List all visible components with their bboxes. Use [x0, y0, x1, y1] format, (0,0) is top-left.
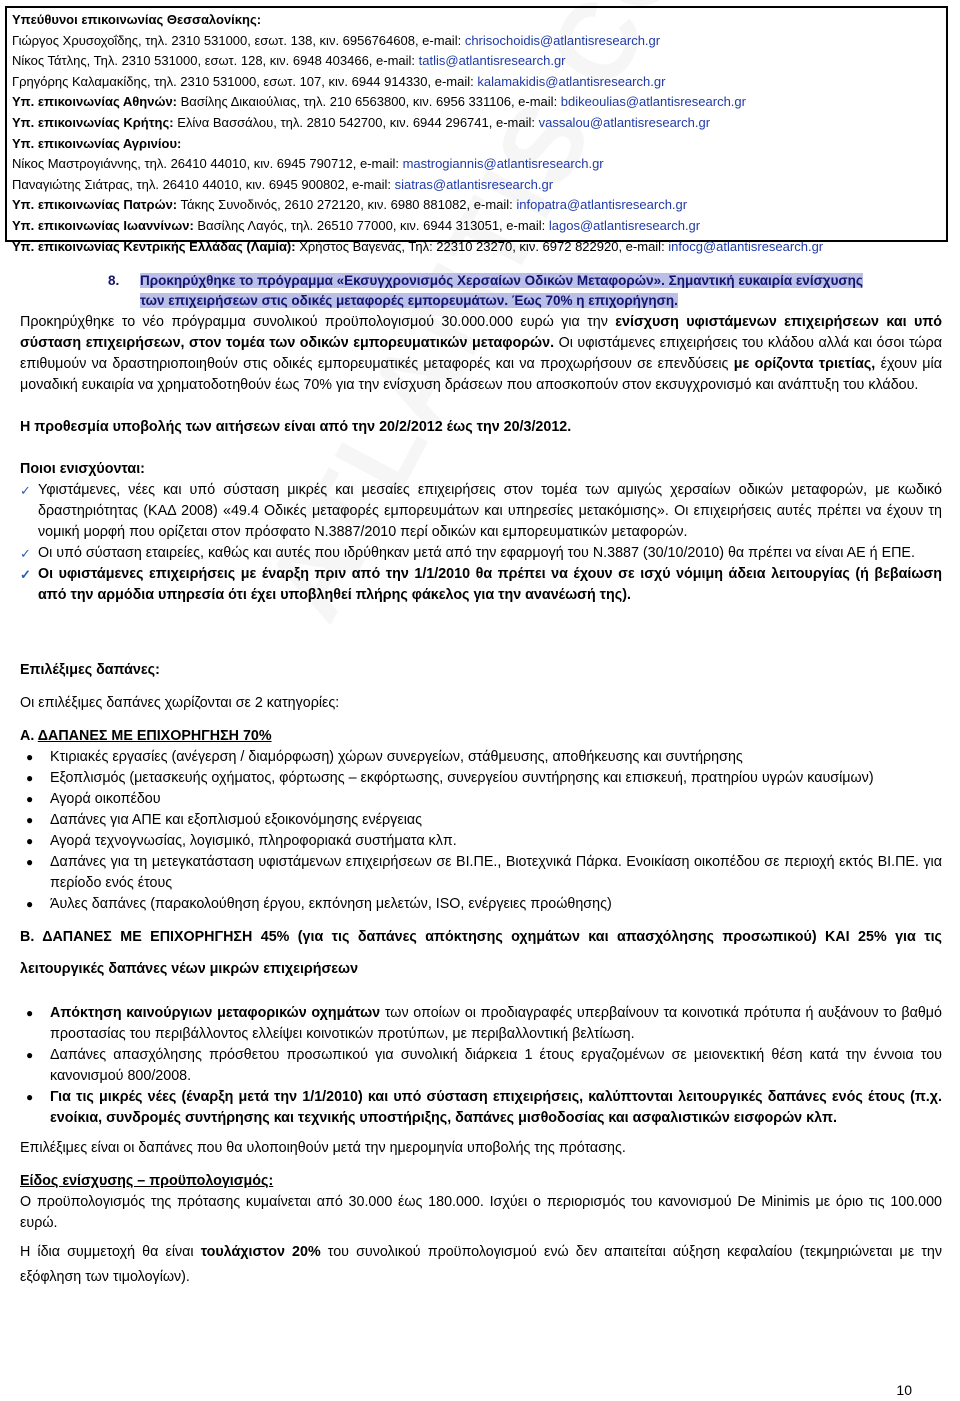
list-item: ✓ Οι υφιστάμενες επιχειρήσεις με έναρξη πριν από την 1/1/2010 θα πρέπει να έχουν σε ισχύ νόμιμη άδεια λειτουργίας (ή βεβαίωση από την αρμόδια υπηρεσία ότι έχει υποβληθεί πλήρης φάκελος για την ανανέωσή της).	[20, 566, 942, 603]
list-item: ● Κτιριακές εργασίες (ανέγερση / διαμόρφωση) χώρων συνεργείων, στάθμευσης, αποθήκευσης και συντήρησης	[20, 747, 942, 768]
list-item: ✓ Οι υπό σύσταση εταιρείες, καθώς και αυτές που ιδρύθηκαν μετά από την εφαρμογή του Ν.3887 (30/10/2010) θα πρέπει να είναι ΑΕ ή ΕΠΕ.	[20, 543, 942, 564]
bullet-icon: ●	[26, 855, 34, 869]
deadline-text: Η προθεσμία υποβολής των αιτήσεων είναι από την 20/2/2012 έως την 20/3/2012.	[20, 419, 572, 435]
agrinio-header: Υπ. επικοινωνίας Αγρινίου:	[12, 135, 182, 151]
contact-row: Παναγιώτης Σιάτρας, τηλ. 26410 44010, κιν. 6945 900802, e-mail: siatras@atlantisresearch.gr	[12, 176, 554, 192]
contact-row: Υπ. επικοινωνίας Κεντρικής Ελλάδας (Λαμία): Χρήστος Βαγενάς, Τηλ: 22310 23270, κιν. 6972 822920, e-mail: infocg@atlantisresearch.gr	[12, 238, 824, 254]
email-link[interactable]: kalamakidis@atlantisresearch.gr	[477, 73, 666, 89]
list-item: ● Δαπάνες για ΑΠΕ και εξοπλισμού εξοικονόμησης ενέργειας	[20, 810, 942, 831]
intro-paragraph: Προκηρύχθηκε το νέο πρόγραμμα συνολικού προϋπολογισμού 30.000.000 ευρώ για την ενίσχυση υφιστάμενων επιχειρήσεων και υπό σύσταση επιχειρήσεων, στον τομέα των οδικών εμπορευματικών μεταφορών. Οι υφιστάμενες επιχειρήσεις του κλάδου αλλά και όσοι τώρα επιθυμούν να δραστηριοποιηθούν στις οδικές εμπορευματικές μεταφορές και να προχωρήσουν σε επενδύσεις με ορίζοντα τριετίας, έχουν μία μοναδική ευκαιρία να χρηματοδοτηθούν έως 70% για την ενίσχυση δράσεων που αποσκοπούν στον εκσυγχρονισμό και ανάπτυξη του κλάδου.	[20, 314, 943, 393]
check-icon: ✓	[20, 546, 31, 561]
thessaloniki-header: Υπεύθυνοι επικοινωνίας Θεσσαλονίκης:	[12, 12, 262, 27]
check-icon: ✓	[20, 567, 31, 582]
bullet-icon: ●	[26, 1090, 34, 1104]
contact-row: Υπ. επικοινωνίας Πατρών: Τάκης Συνοδινός, 2610 272120, κιν. 6980 881082, e-mail: infopatra@atlantisresearch.gr	[12, 197, 688, 213]
email-link[interactable]: infocg@atlantisresearch.gr	[668, 238, 824, 254]
page-number: 10	[896, 1382, 912, 1398]
who-list	[20, 480, 942, 606]
contact-row: Υπ. επικοινωνίας Κρήτης: Ελίνα Βασσάλου, τηλ. 2810 542700, κιν. 6944 296741, e-mail: vassalou@atlantisresearch.gr	[12, 114, 711, 130]
participation-paragraph: Η ίδια συμμετοχή θα είναι τουλάχιστον 20% του συνολικού προϋπολογισμού ενώ δεν απαιτείται αύξηση κεφαλαίου (τεκμηριώνεται με την εξόφληση των τιμολογίων).	[20, 1244, 943, 1285]
budget-heading: Είδος ενίσχυσης – προϋπολογισμός:	[20, 1173, 274, 1189]
contact-row: Γιώργος Χρυσοχοΐδης, τηλ. 2310 531000, εσωτ. 138, κιν. 6956764608, e-mail: chrisochoidis@atlantisresearch.gr	[12, 32, 661, 48]
bullet-icon: ●	[26, 1048, 34, 1062]
list-item: ✓ Υφιστάμενες, νέες και υπό σύσταση μικρές και μεσαίες επιχειρήσεις στον τομέα των αμιγώς χερσαίων οδικών μεταφορών, με κωδικό δραστηριότητας (ΚΑΔ 2008) «49.4 Οδικές μεταφορές εμπορευμάτων και υπηρεσίες μετακόμισης». Οι επιχειρήσεις αυτές πρέπει να έχουν τη νομική μορφή που ορίζεται στον πρόσφατο Ν.3887/2010 περί οδικών και εμπορευματικών μεταφορών.	[20, 482, 942, 540]
email-link[interactable]: vassalou@atlantisresearch.gr	[538, 114, 711, 130]
section-heading	[108, 271, 942, 311]
article-body	[20, 312, 942, 1290]
expenses-heading: Επιλέξιμες δαπάνες:	[20, 662, 160, 678]
email-link[interactable]: mastrogiannis@atlantisresearch.gr	[402, 156, 604, 172]
contact-row: Υπ. επικοινωνίας Αθηνών: Βασίλης Δικαιούλιας, τηλ. 210 6563800, κιν. 6956 331106, e-mail: bdikeoulias@atlantisresearch.gr	[12, 94, 746, 110]
contacts-box	[5, 6, 948, 254]
contact-row: Νίκος Μαστρογιάννης, τηλ. 26410 44010, κιν. 6945 790712, e-mail: mastrogiannis@atlantisresearch.gr	[12, 156, 604, 172]
check-icon: ✓	[20, 483, 31, 498]
bullet-icon: ●	[26, 750, 34, 764]
section-heading-line: των επιχειρήσεων στις οδικές μεταφορές εμπορευμάτων. Έως 70% η επιχορήγηση.	[140, 293, 678, 308]
list-item: ● Αγορά τεχνογνωσίας, λογισμικό, πληροφοριακά συστήματα κλπ.	[20, 831, 942, 852]
email-link[interactable]: bdikeoulias@atlantisresearch.gr	[560, 94, 746, 110]
contact-row: Γρηγόρης Καλαμακίδης, τηλ. 2310 531000, εσωτ. 107, κιν. 6944 914330, e-mail: kalamakidis@atlantisresearch.gr	[12, 73, 666, 89]
list-item: ● Αγορά οικοπέδου	[20, 789, 942, 810]
email-link[interactable]: tatlis@atlantisresearch.gr	[418, 53, 566, 69]
contact-row: Νίκος Τάτλης, Τηλ. 2310 531000, εσωτ. 128, κιν. 6948 403466, e-mail: tatlis@atlantisresearch.gr	[12, 53, 566, 69]
expenses-closing: Επιλέξιμες είναι οι δαπάνες που θα υλοποιηθούν μετά την ημερομηνία υποβολής της πρότασης.	[20, 1140, 626, 1156]
category-b-title: Β. ΔΑΠΑΝΕΣ ΜΕ ΕΠΙΧΟΡΗΓΗΣΗ 45% (για τις δαπάνες απόκτησης οχημάτων και απασχόλησης προσωπικού) ΚΑΙ 25% για τις λειτουργικές δαπάνες νέων μικρών επιχειρήσεων	[20, 929, 942, 977]
category-a-title: Α. ΔΑΠΑΝΕΣ ΜΕ ΕΠΙΧΟΡΗΓΗΣΗ 70%	[20, 728, 272, 744]
bullet-icon: ●	[26, 792, 34, 806]
expenses-intro: Οι επιλέξιμες δαπάνες χωρίζονται σε 2 κατηγορίες:	[20, 695, 340, 711]
email-link[interactable]: lagos@atlantisresearch.gr	[548, 217, 701, 233]
list-item: ● Εξοπλισμός (μετασκευής οχήματος, φόρτωσης – εκφόρτωσης, συνεργείου συντήρησης και επισκευή, πρατηρίου υγρών καυσίμων)	[20, 768, 942, 789]
list-item: ● Δαπάνες απασχόλησης πρόσθετου προσωπικού για συνολική διάρκεια 1 έτους εργαζομένων σε μειονεκτική θέση κατά την έννοια του κανονισμού 800/2008.	[26, 1047, 942, 1084]
bullet-icon: ●	[26, 771, 34, 785]
contact-row: Υπ. επικοινωνίας Ιωαννίνων: Βασίλης Λαγός, τηλ. 26510 77000, κιν. 6944 313051, e-mail: lagos@atlantisresearch.gr	[12, 217, 701, 233]
email-link[interactable]: infopatra@atlantisresearch.gr	[516, 197, 688, 213]
budget-paragraph: Ο προϋπολογισμός της πρότασης κυμαίνεται από 30.000 έως 180.000. Ισχύει ο περιορισμός του κανονισμού De Minimis με όριο τις 100.000 ευρώ.	[20, 1194, 942, 1231]
category-b-list	[20, 1003, 942, 1129]
bullet-icon: ●	[26, 813, 34, 827]
section-heading-line: 8. Προκηρύχθηκε το πρόγραμμα «Εκσυγχρονισμός Χερσαίων Οδικών Μεταφορών». Σημαντική ευκαιρία ενίσχυσης	[108, 271, 942, 291]
category-a-list	[20, 747, 942, 915]
bullet-icon: ●	[26, 1006, 34, 1020]
section-number: 8.	[108, 273, 120, 288]
bullet-icon: ●	[26, 834, 34, 848]
email-link[interactable]: chrisochoidis@atlantisresearch.gr	[464, 32, 661, 48]
email-link[interactable]: siatras@atlantisresearch.gr	[394, 176, 554, 192]
bullet-icon: ●	[26, 897, 34, 911]
list-item: ● Απόκτηση καινούργιων μεταφορικών οχημάτων των οποίων οι προδιαγραφές υπερβαίνουν τα κοινοτικά πρότυπα ή αυξάνουν το βαθμό προστασίας του περιβάλλοντος ελλείψει κοινοτικών προτύπων, με περιβαλλοντική βελτίωση.	[26, 1005, 942, 1042]
who-heading: Ποιοι ενισχύονται:	[20, 461, 145, 477]
list-item: ● Για τις μικρές νέες (έναρξη μετά την 1/1/2010) και υπό σύσταση επιχειρήσεις, καλύπτονται λειτουργικές δαπάνες ενός έτους (π.χ. ενοίκια, συνδρομές συντήρησης και τεχνικής υποστήριξης, δαπάνες μισθοδοσίας και ασφαλιστικών εισφορών κλπ.	[26, 1089, 942, 1126]
list-item: ● Δαπάνες για τη μετεγκατάσταση υφιστάμενων επιχειρήσεων σε ΒΙ.ΠΕ., Βιοτεχνικά Πάρκα. Ενοικίαση οικοπέδου σε περιοχή εκτός ΒΙ.ΠΕ. για περίοδο ενός έτους	[26, 854, 942, 891]
list-item: ● Άυλες δαπάνες (παρακολούθηση έργου, εκπόνηση μελετών, ISO, ενέργειες προώθησης)	[20, 894, 942, 915]
